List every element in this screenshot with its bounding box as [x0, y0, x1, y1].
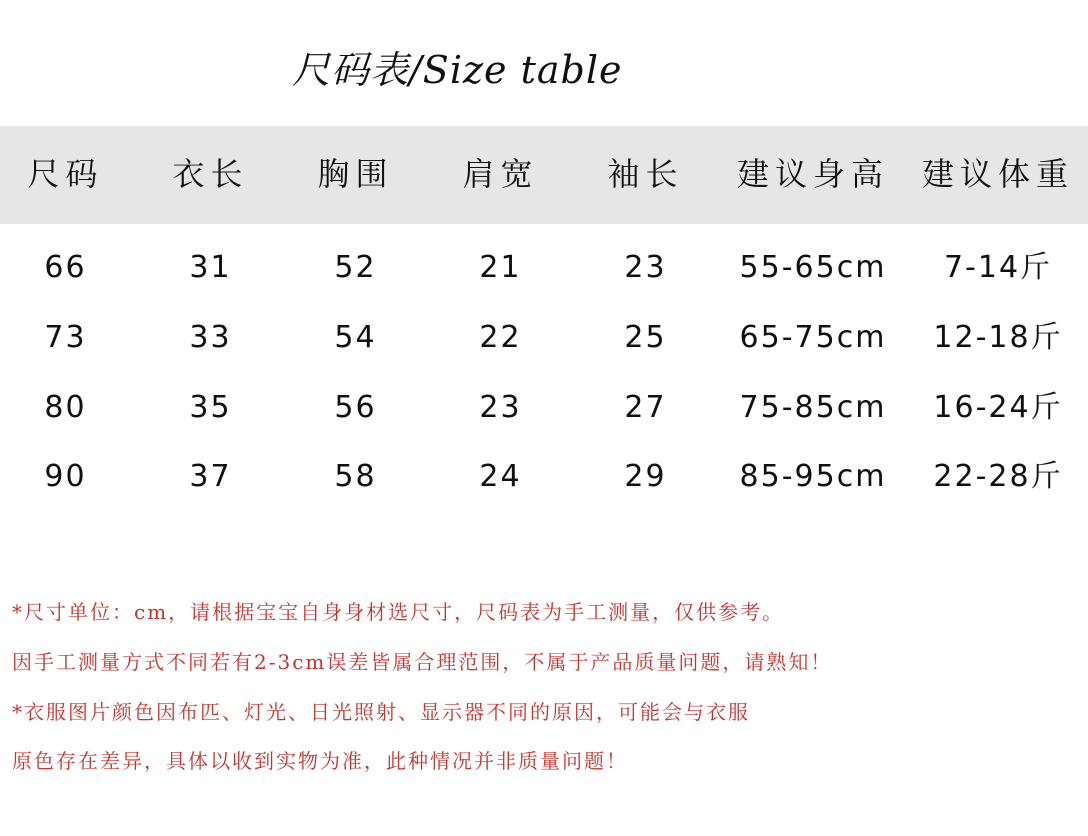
table-cell: 21	[479, 250, 522, 285]
table-cell: 66	[44, 250, 87, 285]
note-line-3: *衣服图片颜色因布匹、灯光、日光照射、显示器不同的原因，可能会与衣服	[12, 700, 750, 724]
table-cell: 16-24斤	[933, 390, 1063, 425]
header-size: 尺码	[27, 155, 104, 193]
table-cell: 12-18斤	[933, 320, 1063, 355]
table-cell: 7-14斤	[943, 250, 1053, 285]
header-height: 建议身高	[736, 155, 889, 193]
header-weight: 建议体重	[921, 155, 1074, 193]
note-line-1: *尺寸单位：cm，请根据宝宝自身身材选尺寸，尺码表为手工测量，仅供参考。	[12, 600, 785, 624]
table-cell: 75-85cm	[739, 390, 887, 425]
table-cell: 55-65cm	[739, 250, 887, 285]
table-cell: 80	[44, 390, 87, 425]
table-cell: 31	[189, 250, 232, 285]
table-cell: 22-28斤	[933, 459, 1063, 494]
table-row	[0, 388, 1088, 428]
table-cell: 25	[624, 320, 667, 355]
table-cell: 54	[334, 320, 377, 355]
note-line-4: 原色存在差异，具体以收到实物为准，此种情况并非质量问题！	[12, 749, 628, 773]
header-chest: 胸围	[317, 155, 394, 193]
table-cell: 90	[44, 459, 87, 494]
table-cell: 37	[189, 459, 232, 494]
table-cell: 35	[189, 390, 232, 425]
table-cell: 22	[479, 320, 522, 355]
table-row	[0, 248, 1088, 288]
table-cell: 65-75cm	[739, 320, 887, 355]
table-cell: 56	[334, 390, 377, 425]
table-cell: 58	[334, 459, 377, 494]
table-cell: 29	[624, 459, 667, 494]
table-cell: 24	[479, 459, 522, 494]
table-cell: 33	[189, 320, 232, 355]
table-cell: 52	[334, 250, 377, 285]
table-cell: 23	[624, 250, 667, 285]
table-cell: 27	[624, 390, 667, 425]
table-row	[0, 457, 1088, 497]
header-shoulder: 肩宽	[462, 155, 539, 193]
table-cell: 73	[44, 320, 87, 355]
note-line-2: 因手工测量方式不同若有2-3cm误差皆属合理范围，不属于产品质量问题，请熟知！	[12, 650, 833, 674]
header-sleeve: 袖长	[607, 155, 684, 193]
table-cell: 23	[479, 390, 522, 425]
header-length: 衣长	[172, 155, 249, 193]
page-title: 尺码表/Size table	[292, 48, 623, 92]
table-cell: 85-95cm	[739, 459, 887, 494]
table-row	[0, 318, 1088, 358]
